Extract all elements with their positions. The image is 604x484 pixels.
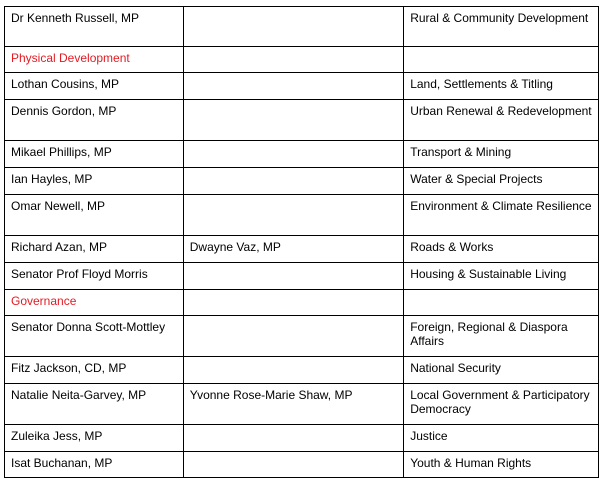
member-cell: Richard Azan, MP (5, 236, 184, 263)
section-row (5, 47, 599, 73)
portfolio-cell: Housing & Sustainable Living (404, 263, 599, 290)
member-cell: Fitz Jackson, CD, MP (5, 357, 184, 384)
table-row (5, 357, 599, 384)
member-cell: Natalie Neita-Garvey, MP (5, 384, 184, 425)
junior-member-cell (183, 425, 403, 452)
member-cell: Lothan Cousins, MP (5, 73, 184, 100)
portfolio-table (4, 6, 599, 478)
portfolio-cell: Urban Renewal & Redevelopment (404, 100, 599, 141)
junior-member-cell (183, 141, 403, 168)
member-cell: Senator Donna Scott-Mottley (5, 316, 184, 357)
junior-member-cell: Yvonne Rose-Marie Shaw, MP (183, 384, 403, 425)
junior-member-cell (183, 168, 403, 195)
junior-member-cell (183, 452, 403, 478)
table-row (5, 263, 599, 290)
portfolio-cell: Youth & Human Rights (404, 452, 599, 478)
portfolio-cell (404, 47, 599, 73)
table-row (5, 141, 599, 168)
junior-member-cell (183, 7, 403, 47)
junior-member-cell (183, 100, 403, 141)
member-cell: Mikael Phillips, MP (5, 141, 184, 168)
junior-member-cell (183, 195, 403, 236)
portfolio-cell: Roads & Works (404, 236, 599, 263)
member-cell: Dennis Gordon, MP (5, 100, 184, 141)
member-cell: Ian Hayles, MP (5, 168, 184, 195)
portfolio-cell: Environment & Climate Resilience (404, 195, 599, 236)
portfolio-cell (404, 290, 599, 316)
portfolio-cell: Justice (404, 425, 599, 452)
portfolio-cell: National Security (404, 357, 599, 384)
member-cell: Zuleika Jess, MP (5, 425, 184, 452)
table-row (5, 236, 599, 263)
junior-member-cell (183, 263, 403, 290)
table-row (5, 168, 599, 195)
section-row (5, 290, 599, 316)
junior-member-cell (183, 357, 403, 384)
section-heading: Physical Development (5, 47, 184, 73)
member-cell: Omar Newell, MP (5, 195, 184, 236)
member-cell: Senator Prof Floyd Morris (5, 263, 184, 290)
portfolio-cell: Rural & Community Development (404, 7, 599, 47)
portfolio-cell: Transport & Mining (404, 141, 599, 168)
table-row (5, 384, 599, 425)
junior-member-cell (183, 73, 403, 100)
table-row (5, 7, 599, 47)
portfolio-cell: Water & Special Projects (404, 168, 599, 195)
table-row (5, 73, 599, 100)
portfolio-cell: Local Government & Participatory Democracy (404, 384, 599, 425)
member-cell: Dr Kenneth Russell, MP (5, 7, 184, 47)
junior-member-cell (183, 290, 403, 316)
table-row (5, 100, 599, 141)
table-row (5, 316, 599, 357)
junior-member-cell (183, 316, 403, 357)
table-row (5, 452, 599, 478)
junior-member-cell (183, 47, 403, 73)
portfolio-cell: Foreign, Regional & Diaspora Affairs (404, 316, 599, 357)
junior-member-cell: Dwayne Vaz, MP (183, 236, 403, 263)
member-cell: Isat Buchanan, MP (5, 452, 184, 478)
section-heading: Governance (5, 290, 184, 316)
table-row (5, 425, 599, 452)
table-row (5, 195, 599, 236)
portfolio-cell: Land, Settlements & Titling (404, 73, 599, 100)
